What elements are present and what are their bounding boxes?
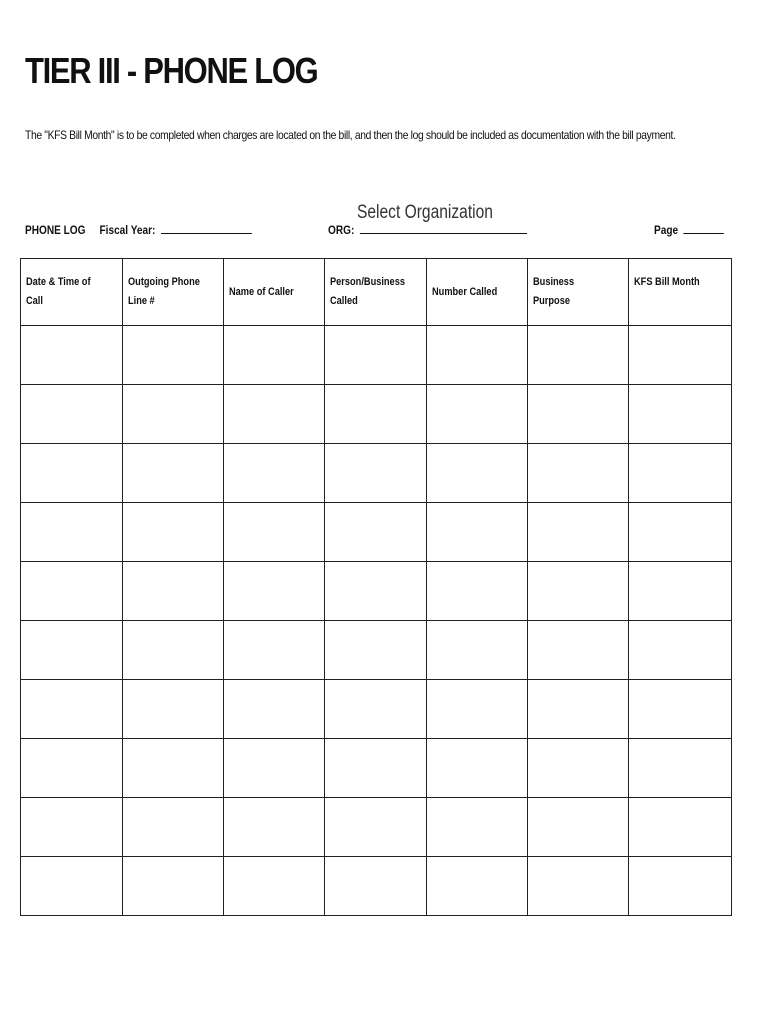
table-cell[interactable] [21,562,123,621]
table-cell[interactable] [224,621,325,680]
table-row [21,562,732,621]
table-row [21,444,732,503]
table-cell[interactable] [427,444,528,503]
table-cell[interactable] [629,385,732,444]
table-row [21,385,732,444]
table-cell[interactable] [325,857,427,916]
table-cell[interactable] [629,798,732,857]
table-cell[interactable] [21,857,123,916]
table-cell[interactable] [427,739,528,798]
table-cell[interactable] [427,385,528,444]
table-cell[interactable] [427,503,528,562]
table-cell[interactable] [325,562,427,621]
table-cell[interactable] [123,680,224,739]
organization-select[interactable]: Select Organization [357,202,493,223]
table-cell[interactable] [21,621,123,680]
table-cell[interactable] [427,326,528,385]
table-cell[interactable] [629,326,732,385]
table-cell[interactable] [123,326,224,385]
table-cell[interactable] [629,857,732,916]
column-header-number-called: Number Called [427,259,528,326]
table-cell[interactable] [21,680,123,739]
table-cell[interactable] [123,385,224,444]
table-cell[interactable] [21,739,123,798]
table-cell[interactable] [325,680,427,739]
table-cell[interactable] [427,680,528,739]
table-cell[interactable] [629,680,732,739]
table-body [21,326,732,916]
page-label: Page [654,223,679,237]
table-cell[interactable] [427,562,528,621]
table-cell[interactable] [325,621,427,680]
table-cell[interactable] [629,444,732,503]
table-cell[interactable] [123,857,224,916]
table-cell[interactable] [629,739,732,798]
table-cell[interactable] [224,326,325,385]
table-cell[interactable] [427,857,528,916]
table-cell[interactable] [325,385,427,444]
table-cell[interactable] [528,385,629,444]
table-cell[interactable] [629,503,732,562]
table-cell[interactable] [629,562,732,621]
fiscal-year-field[interactable] [161,222,252,234]
table-cell[interactable] [325,444,427,503]
table-cell[interactable] [123,562,224,621]
table-row [21,503,732,562]
org-field-group [328,222,527,237]
table-cell[interactable] [528,326,629,385]
table-cell[interactable] [528,680,629,739]
table-cell[interactable] [224,798,325,857]
table-cell[interactable] [123,739,224,798]
table-cell[interactable] [123,503,224,562]
column-header-outgoing-line: Outgoing Phone Line # [123,259,224,326]
phone-log-table [20,258,732,916]
table-row [21,680,732,739]
table-row [21,739,732,798]
phone-log-label: PHONE LOG [25,223,86,237]
table-cell[interactable] [224,857,325,916]
instructions-text: The "KFS Bill Month" is to be completed when charges are located on the bill, and then the log should be included as documentation with the bill payment. [25,128,676,142]
table-cell[interactable] [528,621,629,680]
table-cell[interactable] [21,326,123,385]
table-cell[interactable] [224,503,325,562]
table-cell[interactable] [427,798,528,857]
table-cell[interactable] [21,503,123,562]
page-field-group [654,222,724,237]
table-cell[interactable] [224,562,325,621]
table-cell[interactable] [21,385,123,444]
column-header-caller-name: Name of Caller [224,259,325,326]
column-header-person-business: Person/Business Called [325,259,427,326]
org-field[interactable] [360,222,527,234]
fiscal-year-label: Fiscal Year: [99,223,156,237]
table-cell[interactable] [224,385,325,444]
table-cell[interactable] [224,739,325,798]
table-cell[interactable] [325,739,427,798]
table-cell[interactable] [528,857,629,916]
column-header-date-time: Date & Time of Call [21,259,123,326]
table-cell[interactable] [629,621,732,680]
table-cell[interactable] [528,562,629,621]
table-cell[interactable] [325,503,427,562]
page-title: TIER III - PHONE LOG [25,50,318,91]
table-cell[interactable] [21,444,123,503]
table-cell[interactable] [528,444,629,503]
table-row [21,326,732,385]
table-cell[interactable] [325,798,427,857]
table-cell[interactable] [21,798,123,857]
table-row [21,621,732,680]
table-cell[interactable] [123,444,224,503]
phone-log-fiscal-year [25,222,251,237]
table-cell[interactable] [224,680,325,739]
table-row [21,798,732,857]
org-label: ORG: [328,223,355,237]
table-cell[interactable] [427,621,528,680]
table-row [21,857,732,916]
column-header-business-purpose: Business Purpose [528,259,629,326]
table-cell[interactable] [325,326,427,385]
table-cell[interactable] [528,739,629,798]
table-cell[interactable] [123,798,224,857]
table-cell[interactable] [224,444,325,503]
table-header-row [21,259,732,326]
table-cell[interactable] [528,503,629,562]
page-number-field[interactable] [683,222,723,234]
table-cell[interactable] [528,798,629,857]
table-cell[interactable] [123,621,224,680]
column-header-kfs-bill-month: KFS Bill Month [629,259,732,326]
